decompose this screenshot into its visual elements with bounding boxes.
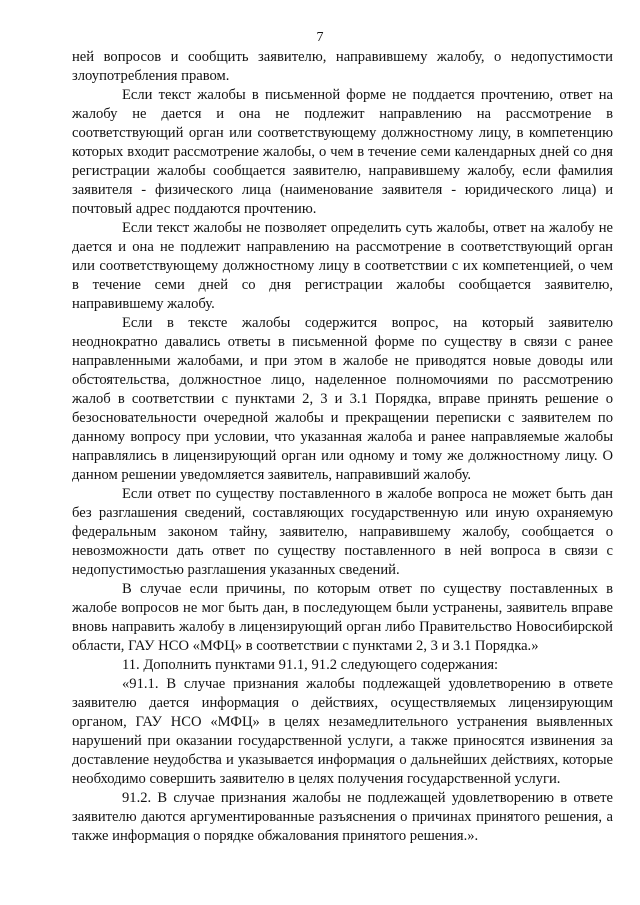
paragraph-undeterminable-essence: Если текст жалобы не позволяет определить суть жалобы, ответ на жалобу не дается и она не подлежит направлению на рассмотрение в соответствующий орган или соответствующему должностному лицу в соответствии с их компетенцией, о чем в течение семи дней со дня регистрации жалобы сообщается заявителю, направившему жалобу. xyxy=(72,220,613,312)
paragraph-causes-eliminated: В случае если причины, по которым ответ по существу поставленных в жалобе вопросов не мог быть дан, в последующем были устранены, заявитель вправе вновь направить жалобу в лицензирующий орган либо Правительство Новосибирской области, ГАУ НСО «МФЦ» в соответствии с пунктами 2, 3 и 3.1 Порядка.» xyxy=(72,581,613,654)
paragraph-repeated-question: Если в тексте жалобы содержится вопрос, на который заявителю неоднократно давались ответы в письменной форме по существу в связи с ранее направленными жалобами, и при этом в жалобе не приводятся новые доводы или обстоятельства, должностное лицо, наделенное полномочиями по рассмотрению жалоб в соответствии с пунктами 2, 3 и 3.1 Порядка, вправе принять решение о безосновательности очередной жалобы и прекращении переписки с заявителем по данному вопросу при условии, что указанная жалоба и ранее направляемые жалобы направлялись в лицензирующий орган или одному и тому же должностному лицу. О данном решении уведомляется заявитель, направивший жалобу. xyxy=(72,315,613,483)
paragraph-item-91-1: «91.1. В случае признания жалобы подлежащей удовлетворению в ответе заявителю дается информация о действиях, осуществляемых лицензирующим органом, ГАУ НСО «МФЦ» в целях незамедлительного устранения выявленных нарушений при оказании государственной услуги, а также приносятся извинения за доставление неудобства и указывается информация о дальнейших действиях, которые необходимо совершить заявителю в целях получения государственной услуги. xyxy=(72,676,613,787)
paragraph-item-11: 11. Дополнить пунктами 91.1, 91.2 следующего содержания: xyxy=(122,657,499,673)
paragraph-unreadable-text: Если текст жалобы в письменной форме не поддается прочтению, ответ на жалобу не дается и она не подлежит направлению на рассмотрение в соответствующий орган или соответствующему должностному лицу, в компетенцию которых входит рассмотрение жалобы, о чем в течение семи календарных дней со дня регистрации жалобы сообщается заявителю, направившему жалобу, если фамилия заявителя - физического лица (наименование заявителя - юридического лица) и почтовый адрес поддаются прочтению. xyxy=(72,87,613,217)
paragraph-state-secret: Если ответ по существу поставленного в жалобе вопроса не может быть дан без разглашения сведений, составляющих государственную или иную охраняемую федеральным законом тайну, заявителю, направившему жалобу, сообщается о невозможности дать ответ по существу поставленного в ней вопроса в связи с недопустимостью разглашения указанных сведений. xyxy=(72,486,613,578)
page-number: 7 xyxy=(316,30,324,45)
paragraph-continuation: ней вопросов и сообщить заявителю, направившему жалобу, о недопустимости злоупотребления правом. xyxy=(72,49,613,84)
paragraph-item-91-2: 91.2. В случае признания жалобы не подлежащей удовлетворению в ответе заявителю даются аргументированные разъяснения о причинах принятого решения, а также информация о порядке обжалования принятого решения.». xyxy=(72,790,613,844)
document-body xyxy=(72,48,613,846)
